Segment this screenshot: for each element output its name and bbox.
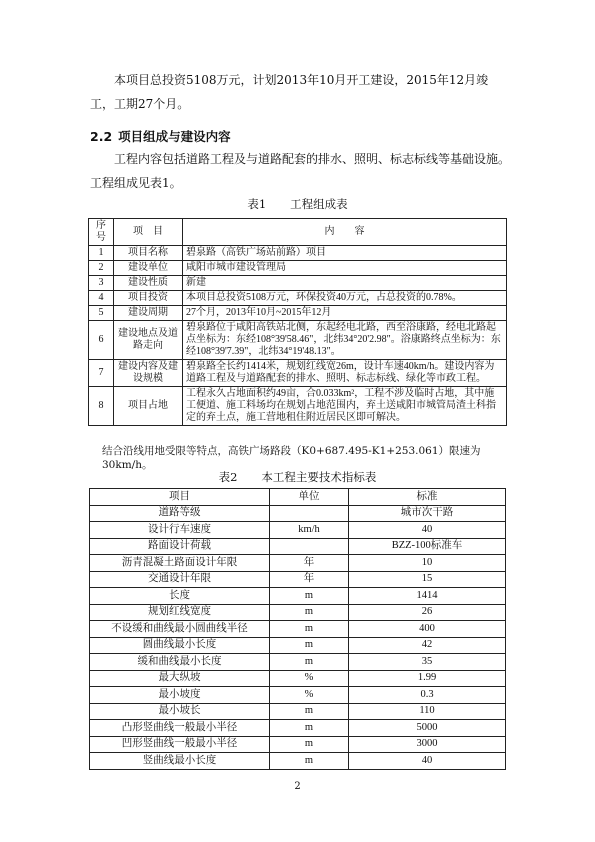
indicator-name: 沥青混凝土路面设计年限	[90, 555, 270, 572]
row-number: 6	[89, 321, 114, 360]
indicator-name: 凸形竖曲线一般最小半径	[90, 720, 270, 737]
indicator-unit	[270, 505, 349, 522]
row-item: 建设性质	[114, 276, 183, 291]
indicator-name: 交通设计年限	[90, 571, 270, 588]
row-content: 工程永久占地面积约49亩，合0.033km²，工程不涉及临时占地，其中施工便道、施工料场均在规划占地范围内，弃土送咸阳市城管局渣土科指定的弃土点，施工营地租住附近居民区即可解决。	[183, 387, 507, 426]
indicator-unit: %	[270, 670, 349, 687]
indicator-name: 最小坡长	[90, 703, 270, 720]
row-number: 7	[89, 360, 114, 387]
page-number: 2	[294, 781, 301, 792]
section-paragraph: 工程内容包括道路工程及与道路配套的排水、照明、标志标线等基础设施。工程组成见表1。	[90, 152, 511, 190]
table1-caption	[0, 196, 595, 212]
indicator-name: 最大纵坡	[90, 670, 270, 687]
table-row	[90, 753, 506, 770]
row-number: 4	[89, 291, 114, 306]
table-row	[90, 637, 506, 654]
table1-caption-title: 工程组成表	[290, 197, 348, 211]
table-row	[89, 291, 507, 306]
indicator-unit: 年	[270, 571, 349, 588]
table-row	[89, 360, 507, 387]
table1-header-no: 序号	[89, 219, 114, 246]
row-item: 建设内容及建设规模	[114, 360, 183, 387]
indicator-name: 路面设计荷载	[90, 538, 270, 555]
indicator-unit: m	[270, 654, 349, 671]
indicator-value: 26	[349, 604, 506, 621]
indicator-unit: m	[270, 753, 349, 770]
table-row	[89, 261, 507, 276]
indicator-unit: m	[270, 604, 349, 621]
indicator-value: 5000	[349, 720, 506, 737]
indicator-name: 凹形竖曲线一般最小半径	[90, 736, 270, 753]
table-row	[90, 687, 506, 704]
indicator-unit: m	[270, 588, 349, 605]
table2-header-row	[90, 489, 506, 506]
indicator-unit: m	[270, 621, 349, 638]
indicator-name: 竖曲线最小长度	[90, 753, 270, 770]
table-row	[89, 246, 507, 261]
table-row	[89, 306, 507, 321]
project-composition-table	[88, 218, 507, 426]
table-row	[89, 276, 507, 291]
table1-header-item: 项 目	[114, 219, 183, 246]
indicator-value: 城市次干路	[349, 505, 506, 522]
table-row	[90, 571, 506, 588]
indicator-value: 35	[349, 654, 506, 671]
table-row	[89, 387, 507, 426]
table-row	[90, 654, 506, 671]
row-content: 碧泉路位于咸阳高铁站北侧，东起经电北路，西至浴康路，经电北路起点坐标为：东经108°39'58.46"，北纬34°20'2.98"。浴康路终点坐标为：东经108°39'7.39"，北纬34°19'48.13"。	[183, 321, 507, 360]
table-row	[90, 522, 506, 539]
table2-header-name: 项目	[90, 489, 270, 506]
row-number: 3	[89, 276, 114, 291]
section-heading	[90, 127, 231, 145]
indicator-name: 缓和曲线最小长度	[90, 654, 270, 671]
indicator-value: 10	[349, 555, 506, 572]
indicator-name: 道路等级	[90, 505, 270, 522]
indicator-value: 400	[349, 621, 506, 638]
section-title: 项目组成与建设内容	[118, 129, 231, 144]
row-item: 建设周期	[114, 306, 183, 321]
table-row	[90, 670, 506, 687]
table2-caption-number: 表2	[218, 470, 238, 484]
indicator-value: 1414	[349, 588, 506, 605]
indicator-value: 0.3	[349, 687, 506, 704]
row-number: 5	[89, 306, 114, 321]
row-content: 碧泉路（高铁广场站前路）项目	[183, 246, 507, 261]
table2-header-unit: 单位	[270, 489, 349, 506]
row-content: 27个月，2013年10月~2015年12月	[183, 306, 507, 321]
table-row	[90, 588, 506, 605]
table-row	[89, 321, 507, 360]
row-content: 咸阳市城市建设管理局	[183, 261, 507, 276]
indicator-name: 规划红线宽度	[90, 604, 270, 621]
indicator-value: 110	[349, 703, 506, 720]
row-number: 2	[89, 261, 114, 276]
row-content: 新建	[183, 276, 507, 291]
row-item: 项目占地	[114, 387, 183, 426]
table1-header-content: 内 容	[183, 219, 507, 246]
table-row	[90, 538, 506, 555]
indicator-value: BZZ-100标准车	[349, 538, 506, 555]
table-row	[90, 736, 506, 753]
table2-caption	[0, 469, 595, 485]
row-number: 8	[89, 387, 114, 426]
table-row	[90, 555, 506, 572]
indicator-value: 40	[349, 753, 506, 770]
indicator-unit: m	[270, 720, 349, 737]
table-row	[90, 505, 506, 522]
row-item: 项目投资	[114, 291, 183, 306]
intro-paragraph: 本项目总投资5108万元，计划2013年10月开工建设，2015年12月竣工，工期27个月。	[90, 73, 489, 111]
indicator-value: 1.99	[349, 670, 506, 687]
section-number: 2.2	[90, 129, 113, 144]
indicator-unit: %	[270, 687, 349, 704]
table1-header-row	[89, 219, 507, 246]
table-row	[90, 621, 506, 638]
table-row	[90, 703, 506, 720]
indicator-unit: m	[270, 637, 349, 654]
row-content: 本项目总投资5108万元，环保投资40万元，占总投资的0.78%。	[183, 291, 507, 306]
indicator-name: 设计行车速度	[90, 522, 270, 539]
table-row	[90, 720, 506, 737]
table2-header-value: 标准	[349, 489, 506, 506]
indicator-value: 42	[349, 637, 506, 654]
indicator-name: 不设缓和曲线最小圆曲线半径	[90, 621, 270, 638]
indicator-value: 15	[349, 571, 506, 588]
row-number: 1	[89, 246, 114, 261]
indicator-unit: m	[270, 736, 349, 753]
row-item: 建设单位	[114, 261, 183, 276]
indicator-value: 3000	[349, 736, 506, 753]
indicator-value: 40	[349, 522, 506, 539]
indicator-unit: 年	[270, 555, 349, 572]
row-content: 碧泉路全长约1414米，规划红线宽26m，设计车速40km/h。建设内容为道路工程及与道路配套的排水、照明、标志标线、绿化等市政工程。	[183, 360, 507, 387]
indicator-name: 圆曲线最小长度	[90, 637, 270, 654]
row-item: 项目名称	[114, 246, 183, 261]
table1-caption-number: 表1	[247, 197, 267, 211]
table2-caption-title: 本工程主要技术指标表	[261, 470, 377, 484]
indicator-unit: m	[270, 703, 349, 720]
indicator-unit	[270, 538, 349, 555]
speed-limit-note: 结合沿线用地受限等特点，高铁广场路段（K0+687.495-K1+253.061）限速为30km/h。	[102, 445, 481, 471]
indicator-name: 长度	[90, 588, 270, 605]
row-item: 建设地点及道路走向	[114, 321, 183, 360]
table-row	[90, 604, 506, 621]
indicator-name: 最小坡度	[90, 687, 270, 704]
indicator-unit: km/h	[270, 522, 349, 539]
technical-indicators-table	[89, 488, 506, 770]
